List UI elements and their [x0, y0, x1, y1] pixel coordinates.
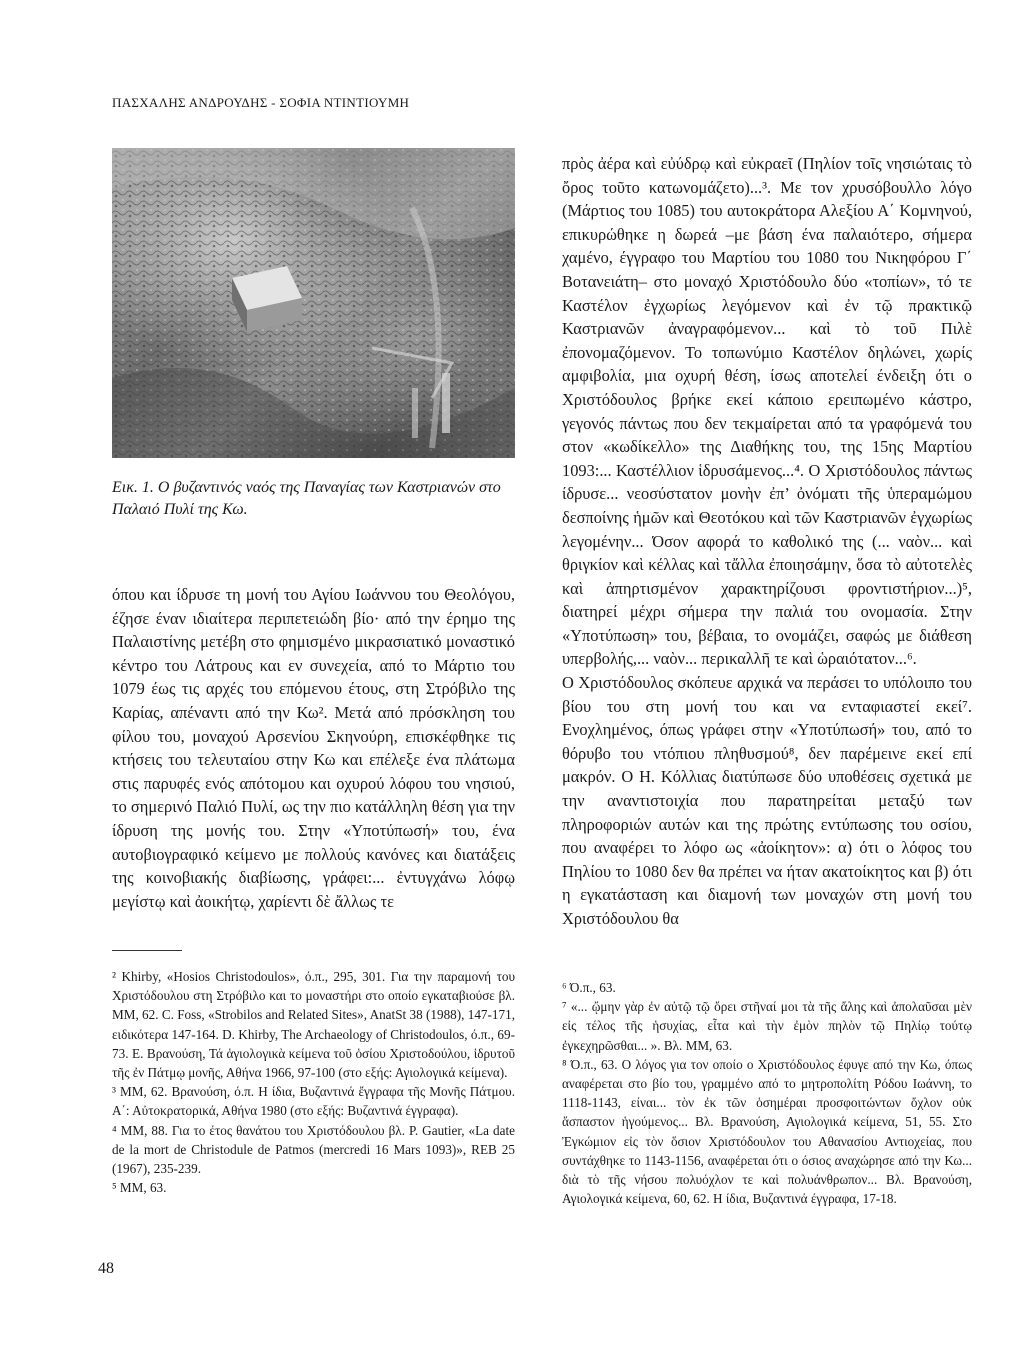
- church-building: [232, 266, 302, 332]
- footnotes-right: [562, 978, 972, 1208]
- footnote: ⁴ MM, 88. Για το έτος θανάτου του Χριστόδουλου βλ. P. Gautier, «La date de la mort de Christodule de Patmos (mercredi 16 Mars 1093)», REB 25 (1967), 235-239.: [112, 1122, 515, 1177]
- body-paragraph: Ο Χριστόδουλος σκόπευε αρχικά να περάσει το υπόλοιπο του βίου του στη μονή του και να ενταφιαστεί εκεί⁷. Ενοχλημένος, όπως γράφει στην «Υποτύπωσή» του, από το θόρυβο του ντόπιου πληθυσμού⁸, δεν παρέμεινε εκεί επί μακρόν. Ο Η. Κόλλιας διατύπωσε δύο υποθέσεις σχετικά με την αναντιστοιχία που παρατηρείται μεταξύ των πληροφοριών αυτών και της πρώτης εντύπωσης του οσίου, που αναφέρει το λόφο ως «ἀοίκητον»: α) ότι ο λόφος του Πηλίου το 1080 δεν θα πρέπει να ήταν ακατοίκητος και β) ότι η εγκατάσταση και διαμονή των μοναχών στη μονή του Χριστόδουλου θα: [562, 673, 972, 928]
- footnotes-left: [112, 967, 515, 1197]
- body-column-left: [112, 583, 515, 913]
- footnote: ³ MM, 62. Βρανούση, ό.π. Η ίδια, Βυζαντινά ἔγγραφα τῆς Μονῆς Πάτμου. Α΄: Αὐτοκρατορικά, Αθήνα 1980 (στο εξής: Βυζαντινά έγγραφα).: [112, 1084, 515, 1119]
- photo-illustration: [112, 148, 515, 458]
- footnote: ⁷ «... ᾤμην γὰρ ἐν αὐτῷ τῷ ὄρει στῆναί μοι τὰ τῆς ἄλης καὶ ἀπολαῦσαι μὲν εἰς τέλος τῆς ἡσυχίας, εἶτα καὶ τὴν ἐμὸν πηλὸν τῷ Πηλίῳ τούτῳ ἐγκεχηρῶσθαι... ». Βλ. MM, 63.: [562, 999, 972, 1053]
- body-paragraph: όπου και ίδρυσε τη μονή του Αγίου Ιωάννου του Θεολόγου, έζησε έναν ιδιαίτερα περιπετειώδη βίο· από την έρημο της Παλαιστίνης μετέβη στο φημισμένο μικρασιατικό μοναστικό κέντρο του Λάτρους και εν συνεχεία, από το Μάρτιο του 1079 έως τις αρχές του επόμενου έτους, στη Στρόβιλο της Καρίας, απέναντι από την Κω². Μετά από πρόσκληση του φίλου του, μοναχού Αρσενίου Σκηνούρη, επισκέφθηκε τις κτήσεις του τελευταίου στην Κω και επέλεξε ένα πλάτωμα στις παρυφές ενός απότομου και οχυρού λόφου του νησιού, το σημερινό Παλιό Πυλί, ως την πιο κατάλληλη θέση για την ίδρυση της μονής του. Στην «Υποτύπωσή» του, ένα αυτοβιογραφικό κείμενο με πολλούς κανόνες και διατάξεις της κοινοβιακής διαβίωσης, γράφει:... ἐντυγχάνω λόφῳ μεγίστῳ καὶ ἀοικήτῳ, χαρίεντι δὲ ἄλλως τε: [112, 585, 515, 911]
- page-number: 48: [98, 1260, 114, 1277]
- footnote: ⁸ Ό.π., 63. Ο λόγος για τον οποίο ο Χριστόδουλος έφυγε από την Κω, όπως αναφέρεται στο βίο του, γραμμένο από το μητροπολίτη Ρόδου Ιωάννη, το 1118-1143, είναι... τὸν ἐκ τῶν ὁσημέραι προσφοιτώντων ὄχλον οὐκ ἄσπαστον ἡγούμενος... Βλ. Βρανούση, Αγιολογικά κείμενα, 51, 55. Στο Ἐγκώμιον εἰς τὸν ὅσιον Χριστόδουλον του Αθανασίου Αντιοχείας, που συντάχθηκε το 1143-1156, αναφέρεται ότι ο όσιος αναχώρησε από την Κω... διὰ τὸ τῆς νήσου πολυόχλον τε καὶ πολυάνθρωπον... Βλ. Βρανούση, Αγιολογικά κείμενα, 60, 62. Η ίδια, Βυζαντινά έγγραφα, 17-18.: [562, 1056, 972, 1207]
- footnote: ⁶ Ό.π., 63.: [562, 980, 616, 995]
- running-head: ΠΑΣΧΑΛΗΣ ΑΝΔΡΟΥΔΗΣ - ΣΟΦΙΑ ΝΤΙΝΤΙΟΥΜΗ: [112, 95, 410, 110]
- footnote-divider: [112, 950, 182, 951]
- body-column-right: [562, 152, 972, 931]
- footnote: ² Khirby, «Hosios Christodoulos», ό.π., 295, 301. Για την παραμονή του Χριστόδουλου στη Στρόβιλο και το μοναστήρι στο οποίο εγκαταβιούσε βλ. MM, 62. C. Foss, «Strobilos and Related Sites», AnatSt 38 (1988), 147-171, ειδικότερα 147-164. D. Khirby, The Archaeology of Christodoulos, ό.π., 69-73. Ε. Βρανούση, Τά ἁγιολογικὰ κείμενα τοῦ ὁσίου Χριστοδούλου, ἱδρυτοῦ τῆς ἐν Πάτμῳ μονῆς, Αθήνα 1966, 97-100 (στο εξής: Αγιολογικά κείμενα).: [112, 969, 515, 1081]
- aerial-photograph: [112, 148, 515, 458]
- body-paragraph: πρὸς ἀέρα καὶ εὐύδρῳ καὶ εὐκραεῖ (Πηλίον τοῖς νησιώταις τὸ ὄρος τοῦτο κατωνομάζετο)...³. Με τον χρυσόβουλλο λόγο (Μάρτιος του 1085) του αυτοκράτορα Αλεξίου Α΄ Κομνηνού, επικυρώθηκε η δωρεά –με βάση ένα παλαιότερο, σήμερα χαμένο, έγγραφο του Μαρτίου του 1080 του Νικηφόρου Γ΄ Βοτανειάτη– στο μοναχό Χριστόδουλο δύο «τοπίων», τό τε Καστέλον ἐγχωρίως λεγόμενον καὶ ἐν τῷ πρακτικῷ Καστριανῶν ἀναγραφόμενον... καὶ τὸ τοῦ Πιλὲ ἐπονομαζόμενον. Το τοπωνύμιο Καστέλον δηλώνει, χωρίς αμφιβολία, μια οχυρή θέση, ίσως αποτελεί ένδειξη ότι ο Χριστόδουλος βρήκε εκεί κάποιο ερειπωμένο κάστρο, γεγονός πάντως που δεν τεκμαίρεται από τα γραφόμενά του στον «κωδίκελλο» της Διαθήκης του, της 15ης Μαρτίου 1093:... Καστέλλιον ἱδρυσάμενος...⁴. Ο Χριστόδουλος πάντως ίδρυσε... νεοσύστατον μονὴν ἐπ’ ὀνόματι τῆς ὑπεραμώμου δεσποίνης ἡμῶν καὶ Θεοτόκου καὶ τῶν Καστριανῶν ἐγχωρίως λεγομένην... Όσον αφορά το καθολικό της (... ναὸν... καὶ θριγκίον καὶ κέλλας καὶ τἄλλα ἐποιησάμην, ὅσα τὸ αὐτοτελὲς καὶ ἀπηρτισμένον χαρακτηρίζουσι φροντιστήριον...)⁵, διατηρεί μέχρι σήμερα την παλιά του ονομασία. Στην «Υποτύπωση» του, βέβαια, το ονομάζει, σαφώς με διάθεση υπερβολής,... ναὸν... περικαλλῆ τε καὶ ὡραιότατον...⁶.: [562, 154, 972, 669]
- figure-caption: Εικ. 1. Ο βυζαντινός ναός της Παναγίας των Καστριανών στο Παλαιό Πυλί της Κω.: [112, 479, 501, 518]
- footnote: ⁵ MM, 63.: [112, 1180, 167, 1196]
